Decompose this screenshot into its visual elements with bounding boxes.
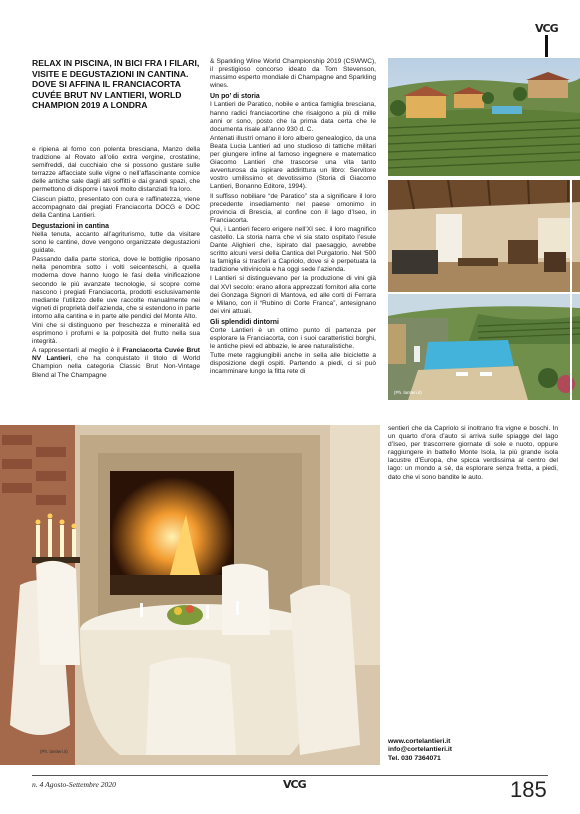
paragraph: Passando dalla parte storica, dove le bottiglie riposano nella penombra sotto i volti seicenteschi, a quella moderna dove hanno luogo le fasi della vinificazione secondo le più avanzate tecnologie, si scopre come nascono i pregiati Franciacorta, prodotti esclusivamente mediante l’utilizzo delle uve raccolte manualmente nei vigneti di proprietà dell’azienda, che si estendono in parte intorno alla cantina e in parte alle pendici del Monte Alto. [32,256,200,320]
estate-aerial-photo [388,58,580,176]
text-column-2 [210,58,376,378]
section-heading: Gli splendidi dintorni [210,318,279,326]
text-column-1 [32,146,200,381]
photo-credit: (Ph. lantieri.it) [394,390,422,395]
header-divider [545,35,548,57]
paragraph: A rappresentarli al meglio è il Franciacorta Cuvée Brut NV Lantieri, che ha conquistato il titolo di World Champion nella categoria Classic Brut Non-Vintage Blend al The Champagne [32,347,200,379]
pool-photo [388,294,580,400]
phone-number: Tel. 030 7364071 [388,754,441,762]
paragraph: Tutte mete raggiungibili anche in sella alle biciclette a disposizione degli ospiti. Partendo a piedi, ci si può incamminare lungo la fitta rete di [210,352,376,376]
paragraph: Antenati illustri ornano il loro albero genealogico, da una Beata Lucia Lantieri ad uno studioso di tattiche militari per giungere infine al famoso ingegnere e matematico Giacomo Lantieri che trascorse una vita tanto avventurosa da ispirare addirittura un libro: Servitore vostro umilissimo et devotissimo (Storia di Giacomo Lantieri, Bonanno Editore, 1994). [210,134,376,191]
text-column-3 [388,425,558,483]
dining-room-photo [0,425,380,765]
article-headline: RELAX IN PISCINA, IN BICI FRA I FILARI, VISITE E DEGUSTAZIONI IN CANTINA. DOVE SI AFFINA IL FRANCIACORTA CUVÉE BRUT NV LANTIERI, WORLD CHAMPION 2019 A LONDRA [32,58,200,110]
wine-name: Franciacorta Cuvée Brut NV Lantieri [32,347,200,363]
page-number: 185 [510,777,547,802]
section-heading: Degustazioni in cantina [32,222,109,230]
contact-block [388,738,452,763]
issue-info: n. 4 Agosto-Settembre 2020 [32,780,116,789]
paragraph: & Sparkling Wine World Championship 2019 (CSWWC), il prestigioso concorso ideato da Tom Stevenson, massimo esperto mondiale di Champagne and Sparkling wines. [210,58,376,90]
paragraph: Corte Lantieri è un ottimo punto di partenza per esplorare la Franciacorta, con i suoi caratteristici borghi, le antiche pievi ed abbazie, le aree naturalistiche. [210,327,376,351]
paragraph: I Lantieri si distinguevano per la produzione di vini già dal XVI secolo: erano allora apprezzati fornitori alla corte dei Gonzaga Signori di Mantova, ed alle corti di Ferrara e Milano, con il “Rubino di Corte Franca”, antesignano dei vini attuali. [210,275,376,315]
website-link[interactable]: www.cortelantieri.it [388,738,451,745]
footer-logo: VCG [283,778,306,791]
paragraph: Ciascun piatto, presentato con cura e raffinatezza, viene accompagnato dai pregiati Franciacorta DOCG e DOC della Cantina Lantieri. [32,195,200,219]
section-heading: Un po’ di storia [210,93,260,101]
photo-credit: (Ph. lantieri.it) [40,749,68,754]
paragraph: Il suffisso nobiliare “de Paratico” sta a significare il loro precedente insediamento nel paese omonimo in provincia di Brescia, al confine con il lago d’Iseo, in Franciacorta. [210,192,376,224]
footer-rule [32,775,548,776]
paragraph: e ripiena al forno con polenta bresciana, Manzo della tradizione al Rovato all’olio extra vergine, crostatine, semifreddi, dal cucchiaio che si possono gustare sulle terrazze affacciate sulle vigne o nell’affascinante cornice delle antiche sale dagli alti soffitti e dai grandi spazi, che permettono di disporre i tavoli molto distanziati fra loro. [32,146,200,194]
paragraph: Qui, i Lantieri fecero erigere nell’XI sec. il loro magnifico castello. La storia narra che vi sia stato ospitato l’esule Dante Alighieri che, ispirato dal paesaggio, avrebbe scritto alcuni versi della Cantica del Purgatorio. Nel ‘500 la famiglia si trasferì a Capriolo, dove si è perpetuata la tradizione vitivinicola e ha oggi sede l’azienda. [210,225,376,274]
paragraph: Nella tenuta, accanto all’agriturismo, tutte da visitare sono le cantine, dove vengono organizzate degustazioni guidate. [32,230,200,255]
paragraph: sentieri che da Capriolo si inoltrano fra vigne e boschi. In un quarto d’ora d’auto si arriva sulle spiagge del lago d’Iseo, per trascorrere giornate di sole e nuoto, oppure raggiungere in battello Monte Isola, la più grande isola lacustre d’Europa, che spicca verdissima al centro del lago: un mondo a sé, da esplorare senza fretta, a piedi, dato che vi sono bandite le auto. [388,425,558,481]
photo-gutter [570,180,572,400]
magazine-logo: VCG [535,22,558,35]
email-link[interactable]: info@cortelantieri.it [388,746,453,754]
interior-photo [388,180,580,292]
paragraph: Vini che si distinguono per freschezza e mineralità ed esprimono i profumi e la polposità del frutto nella sua integrità. [32,321,200,346]
paragraph: I Lantieri de Paratico, nobile e antica famiglia bresciana, hanno radici franciacortine che risalgono a più di mille anni or sono, posto che la prima data certa che le documenta risale all’anno 930 d. C. [210,101,376,133]
